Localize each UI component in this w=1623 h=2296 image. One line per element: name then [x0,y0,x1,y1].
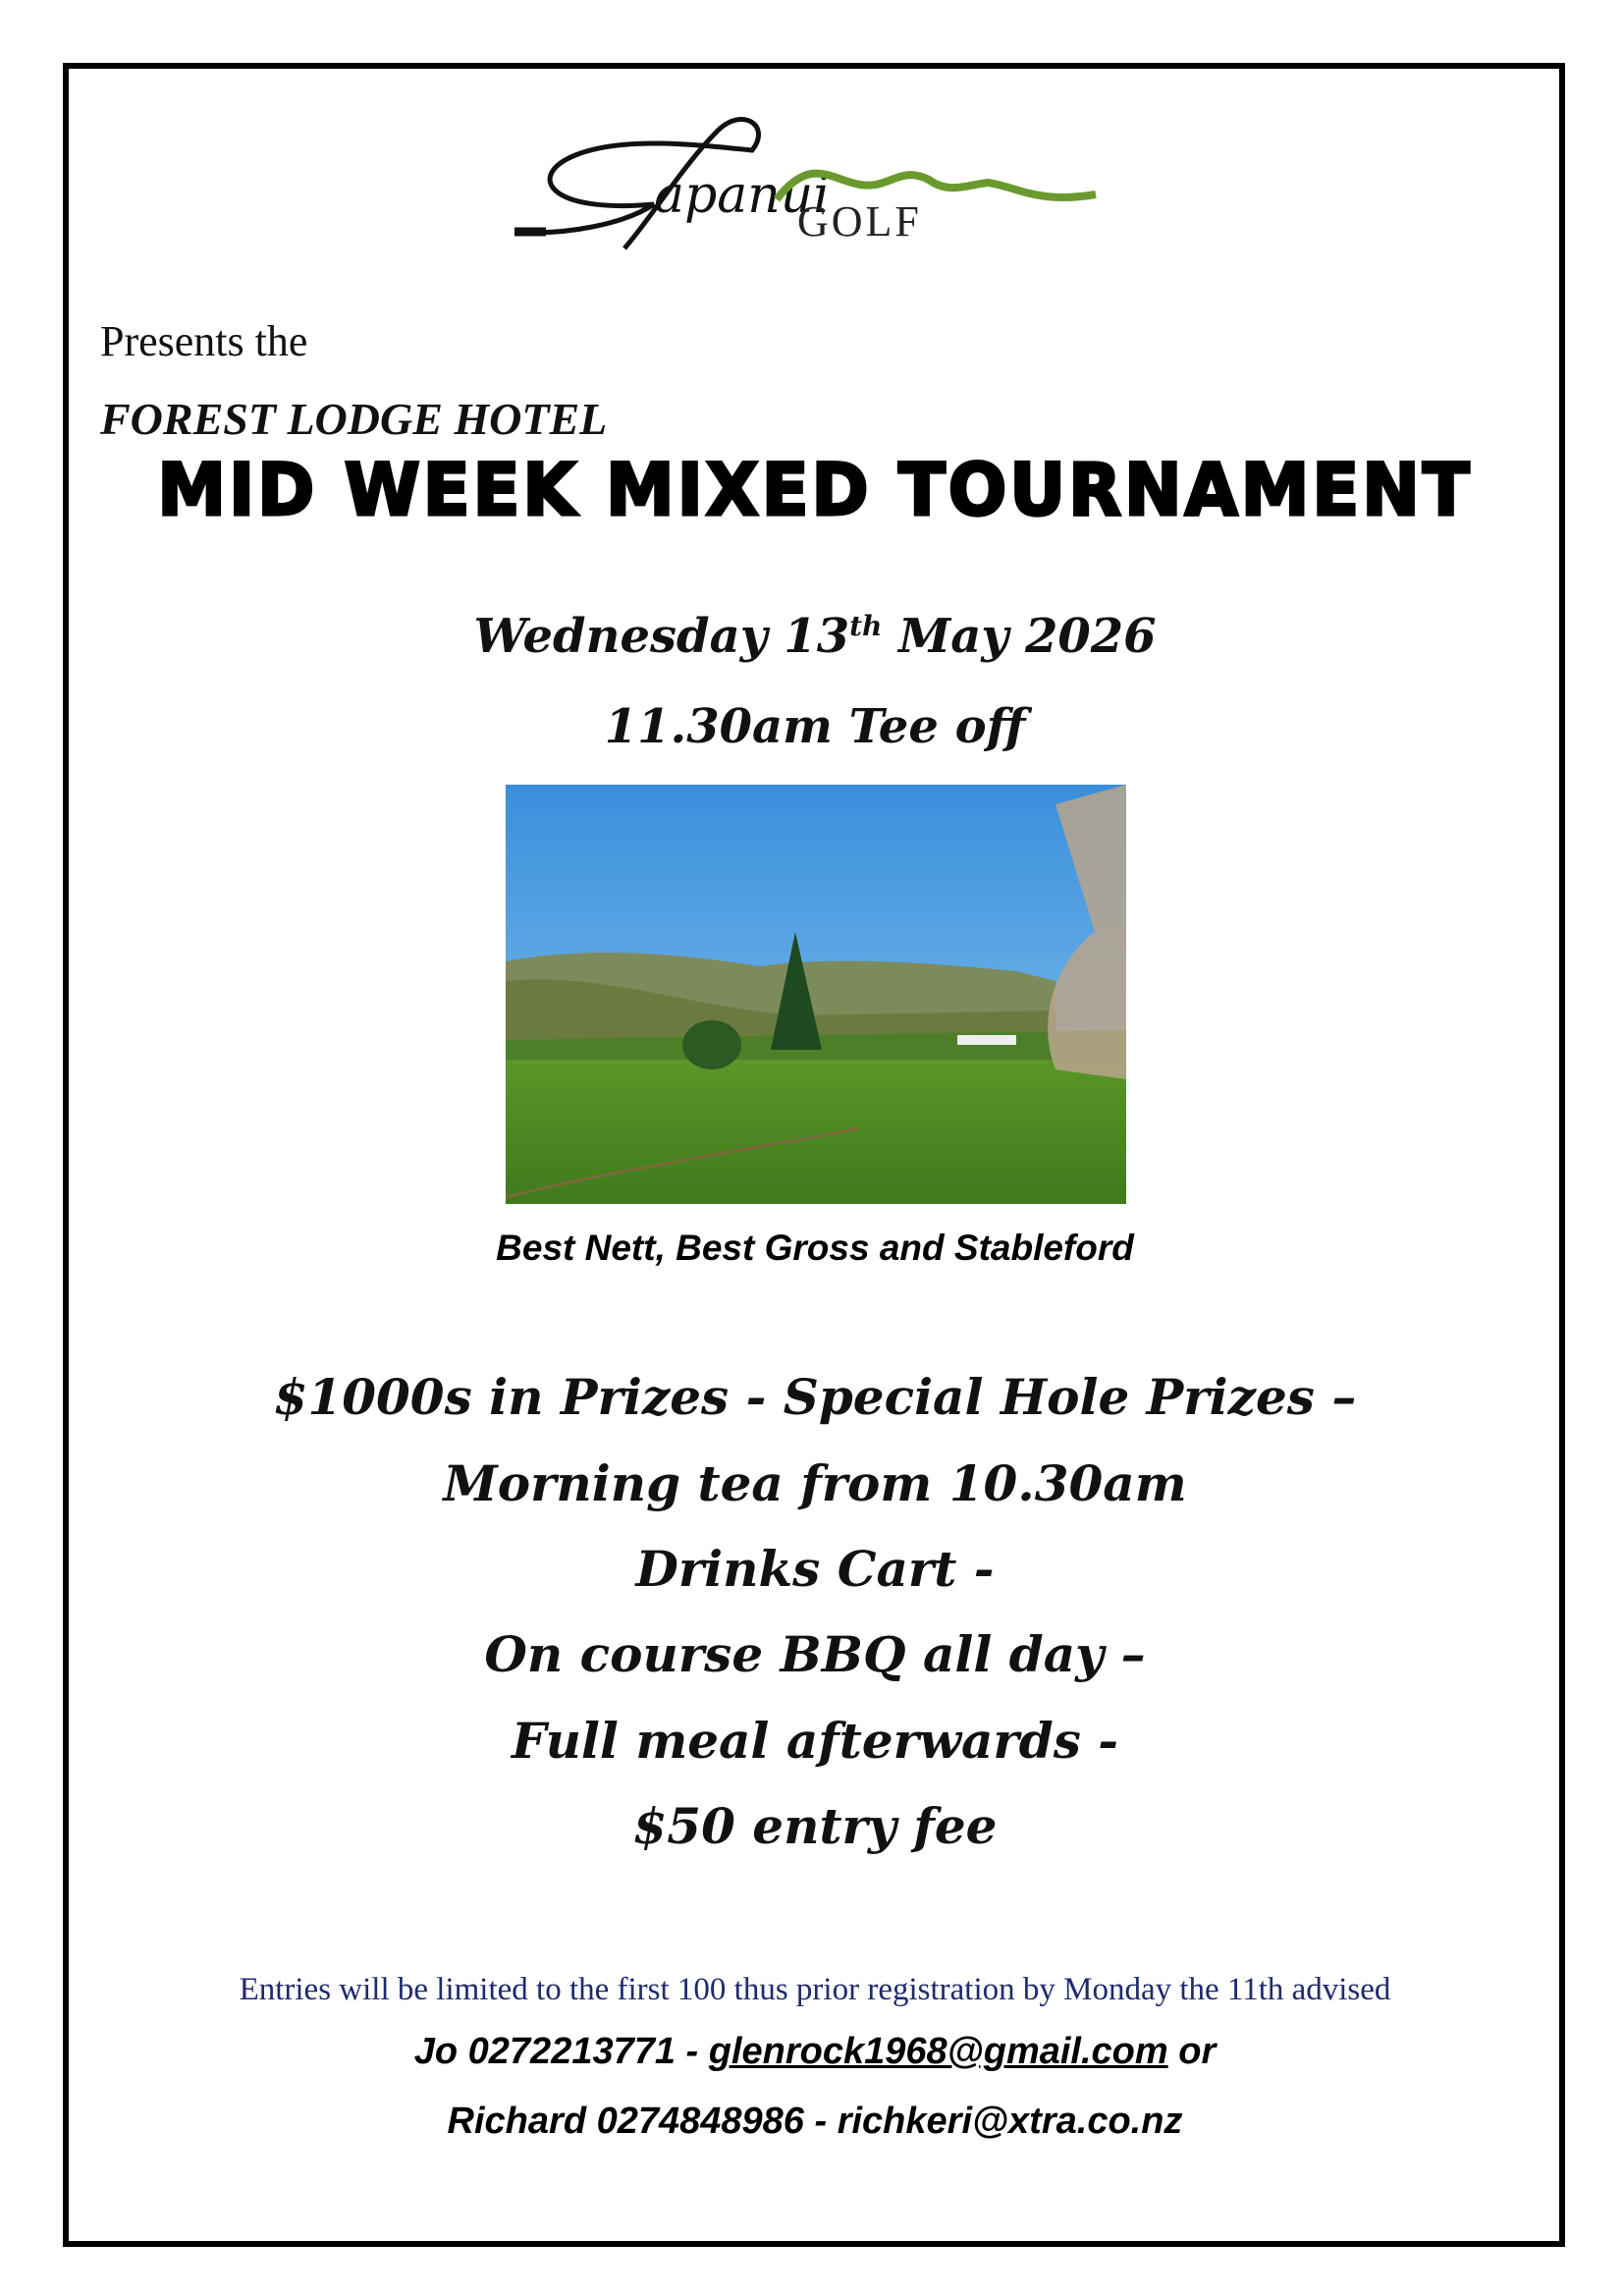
feature-line: $1000s in Prizes - Special Hole Prizes – [273,1368,1357,1426]
tournament-title: MID WEEK MIXED TOURNAMENT [157,447,1473,533]
event-date: Wednesday 13th May 2026 [473,609,1157,664]
feature-line: Full meal afterwards - [511,1712,1119,1770]
email-link-jo[interactable]: glenrock1968@gmail.com [708,2031,1168,2072]
golf-course-photo [506,785,1126,1204]
sponsor-name: FOREST LODGE HOTEL [100,394,608,444]
feature-line: Drinks Cart - [635,1540,995,1598]
competition-formats: Best Nett, Best Gross and Stableford [496,1228,1134,1268]
tee-off-time: 11.30am Tee off [604,699,1026,754]
tapanui-golf-logo [507,106,1125,253]
contact-richard: Richard 0274848986 - richkeri@xtra.co.nz [447,2101,1183,2142]
presents-text: Presents the [100,317,308,365]
feature-line: Morning tea from 10.30am [443,1454,1187,1512]
feature-line: $50 entry fee [632,1797,998,1855]
feature-line: On course BBQ all day – [484,1625,1146,1683]
contact-jo: Jo 0272213771 - glenrock1968@gmail.com or [413,2031,1217,2072]
entries-note: Entries will be limited to the first 100 thus prior registration by Monday the 11th advised [239,1972,1391,2007]
svg-text:GOLF: GOLF [797,197,922,246]
svg-text:apanui: apanui [654,166,830,225]
